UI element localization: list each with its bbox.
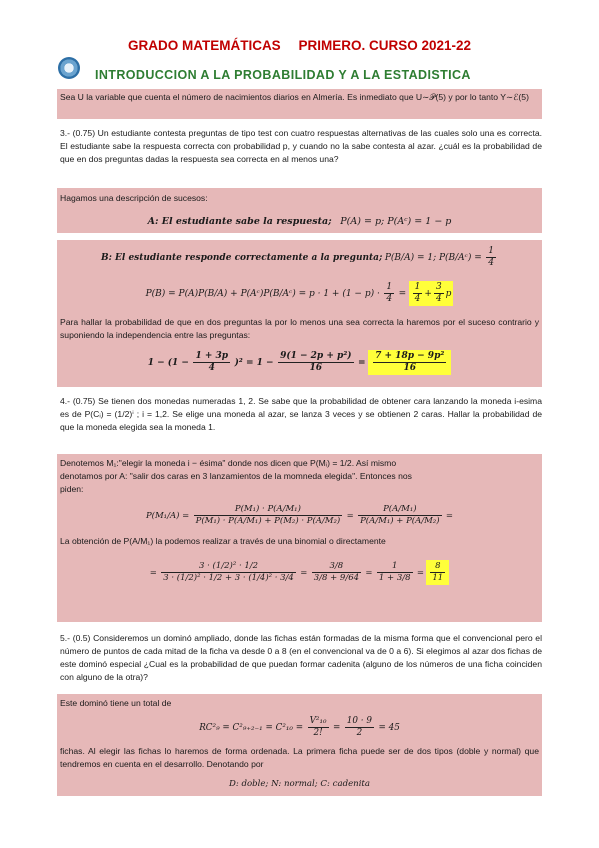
domino-denotation: D: doble; N: normal; C: cadenita <box>228 779 371 789</box>
solution-box-events <box>57 188 542 233</box>
event-a-line <box>60 215 539 228</box>
note-box-poisson <box>57 89 542 119</box>
solution-box-bayes <box>57 454 542 622</box>
rc-formula-line: RC²₉ = C²₉₊₂₋₁ = C²₁₀ = $\frac{\text{V²₁₀}}{2!}$ = $\frac{10 \cdot 9}{2}$ = 45 <box>199 716 400 738</box>
question-5 <box>60 632 542 684</box>
final-formula-line: 1 − (1 − $\frac{1 + 3p}{4}$ )² = 1 − $\frac{\text{9(1 − 2p + p²)}}{16}$ = $\frac{\text{7 + 18p − 9p²}}{16}$ <box>60 350 539 375</box>
university-logo-icon <box>58 57 80 79</box>
event-a-probs: P(A) = p; P(Aᶜ) = 1 − p <box>340 216 452 227</box>
denotation-line-2: denotamos por A: "salir dos caras en 3 lanzamientos de la momneda elegida". Entonces nos <box>60 471 412 481</box>
solution-box-domino <box>57 694 542 796</box>
pb-result-highlight: $\frac{1}{4}$ + $\frac{3}{4}$ p <box>409 281 454 306</box>
calc-formula-line: = $\frac{\text{3 · (1/2)² · 1/2}}{\text{3 · (1/2)² · 1/2 + 3 · (1/4)² · 3/4}}$ = $\frac{3/8}{3/8 + 9/64}$ = $\frac{1}{1 + 3/8}$ = $\frac{8}{11}$ <box>60 560 539 585</box>
events-intro: Hagamos una descripción de sucesos: <box>60 193 208 203</box>
note-text: Sea U la variable que cuenta el número de nacimientos diarios en Almería. Es inmediato que U∼𝒫(5) y por lo tanto Y∼ℰ(5) <box>60 92 529 102</box>
calc-result-highlight: $\frac{8}{11}$ <box>426 560 449 585</box>
solution-box-probability <box>57 240 542 387</box>
domino-explanation: fichas. Al elegir las fichas lo haremos de forma ordenada. La primera ficha puede ser de dos tipos (doble y normal) que tendremos en cuenta en el desarrollo. Denotando por <box>60 746 539 769</box>
pb-formula: P(B) = P(A)P(B/A) + P(Aᶜ)P(B/Aᶜ) = p · 1 + (1 − p) · <box>145 288 380 299</box>
domino-intro: Este dominó tiene un total de <box>60 698 172 708</box>
document-title <box>0 38 599 53</box>
event-b-label: B: El estudiante responde correctamente a la pregunta; <box>100 252 383 263</box>
event-a-label: A: El estudiante sabe la respuesta; <box>147 216 332 227</box>
question-4-text: 4.- (0.75) Se tienen dos monedas numeradas 1, 2. Se sabe que la probabilidad de obtener cara lanzando la moneda i-esima es de P(Cᵢ) = (1/2)ⁱ ; i = 1,2. Se elige una moneda al azar, se lanza 3 veces y se obtienen 2 caras. Hallar la probabilidad de que la moneda elegida sea la moneda 1. <box>60 396 542 432</box>
course-name: GRADO MATEMÁTICAS <box>127 38 281 53</box>
final-result-highlight: $\frac{\text{7 + 18p − 9p²}}{16}$ <box>368 350 451 375</box>
denotation-line-1: Denotemos M₁:"elegir la moneda i − ésima" donde nos dicen que P(Mᵢ) = 1/2. Así mismo <box>60 458 397 468</box>
bayes-formula-line: P(M₁/A) = $\frac{\text{P(M₁) · P(A/M₁)}}{\text{P(M₁) · P(A/M₁) + P(M₂) · P(A/M₂)}}$ = $\frac{\text{P(A/M₁)}}{\text{P(A/M₁) + P(A/M₂)}}$ = <box>145 504 454 526</box>
document-subtitle: INTRODUCCION A LA PROBABILIDAD Y A LA ESTADISTICA <box>95 68 471 82</box>
fraction-one-quarter: $\frac{1}{4}$ <box>488 246 495 268</box>
question-3 <box>60 127 542 166</box>
binomial-note: La obtención de P(A/M₁) la podemos realizar a través de una binomial o directamente <box>60 536 386 546</box>
event-b-line <box>60 246 539 269</box>
question-3-text: 3.- (0.75) Un estudiante contesta preguntas de tipo test con cuatro respuestas alternativas de las cuales solo una es correcta. El estudiante sabe la respuesta correcta con probabilidad p, y cuando no la sabe contesta al azar. ¿cuál es la probabilidad de que en dos preguntas dadas la respuesta sea correcta en al menos una? <box>60 128 542 164</box>
event-b-probs: P(B/A) = 1; P(B/Aᶜ) = <box>384 252 482 263</box>
question-4 <box>60 395 542 434</box>
course-year: PRIMERO. CURSO 2021-22 <box>298 38 472 53</box>
complement-explanation: Para hallar la probabilidad de que en dos preguntas la por lo menos una sea correcta la haremos por el suceso contrario y suponiendo la independencia entre las preguntas: <box>60 317 539 340</box>
pb-formula-line: P(B) = P(A)P(B/A) + P(Aᶜ)P(B/Aᶜ) = p · 1 + (1 − p) · $\frac{1}{4}$ = $\frac{1}{4}$ + $\frac{3}{4}$ p <box>145 282 452 304</box>
denotation-line-3: piden: <box>60 484 84 494</box>
question-5-text: 5.- (0.5) Consideremos un dominó ampliado, donde las fichas están formadas de la misma forma que el convencional pero el número de puntos de cada mitad de la ficha va desde 0 a 8 (en el convencional va de 0 a 6). Si elegimos al azar dos fichas de este dominó especial ¿Cual es la probabilidad de que puedan formar cadenita (alguno de los números de una ficha coinciden con alguno de la otra)? <box>60 633 542 682</box>
